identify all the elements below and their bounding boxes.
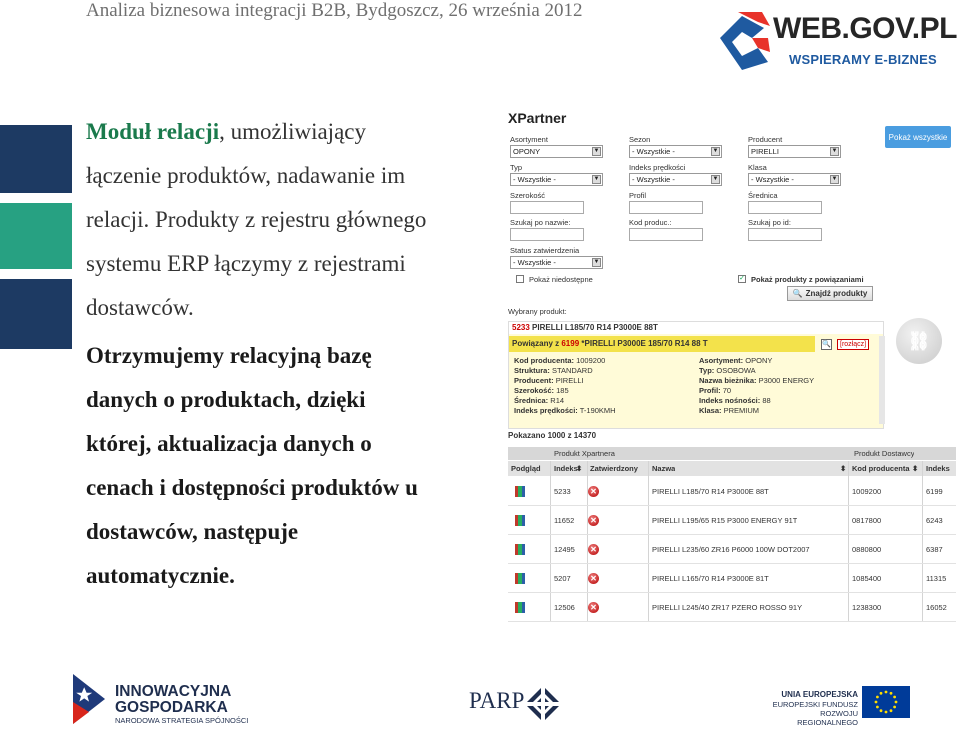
preview-flag-icon[interactable] [515,515,525,526]
label-asortyment: Asortyment [510,135,548,144]
detail-row [514,406,616,416]
ig-line3: NARODOWA STRATEGIA SPÓJNOŚCI [115,716,249,725]
detail-key: Szerokość: [514,386,555,395]
eu-flag-icon [862,686,910,718]
detail-value: OSOBOWA [716,366,756,375]
detail-row [514,366,616,376]
col-zatwierdzony[interactable]: Zatwierdzony [590,464,638,473]
detail-key: Klasa: [699,406,722,415]
select-value: OPONY [513,147,541,156]
table-row[interactable] [508,535,956,564]
cell-indeks-dostawcy: 11315 [926,574,947,583]
detail-key: Struktura: [514,366,550,375]
detail-key: Typ: [699,366,715,375]
cell-kod: 1085400 [852,574,882,583]
select-asortyment[interactable] [510,145,603,158]
table-row[interactable] [508,506,956,535]
input-srednica[interactable] [748,201,822,214]
ue-line1: UNIA EUROPEJSKA [781,690,858,699]
detail-row [514,356,616,366]
select-value: - Wszystkie - [632,147,675,156]
select-value: - Wszystkie - [751,175,794,184]
col-indeks-dostawcy[interactable]: Indeks [926,464,950,473]
preview-flag-icon[interactable] [515,486,525,497]
show-all-button[interactable]: Pokaż wszystkie [885,126,951,148]
detail-key: Średnica: [514,396,549,405]
detail-row [699,406,814,416]
preview-flag-icon[interactable] [515,602,525,613]
cell-nazwa: PIRELLI L195/65 R15 P3000 ENERGY 91T [652,516,798,525]
detail-value: 1009200 [576,356,606,365]
label-szukaj-nazwa: Szukaj po nazwie: [510,218,571,227]
select-value: - Wszystkie - [513,175,556,184]
checkbox-pokaz-z-powiazaniami[interactable]: ✓ [739,275,745,282]
ue-line2-3 [760,700,858,727]
logo-text: WEB.GOV.PL [773,12,957,45]
cell-indeks-dostawcy: 6199 [926,487,943,496]
preview-flag-icon[interactable] [515,573,525,584]
decor-bar-3 [0,279,72,349]
search-icon: 🔍 [792,289,803,298]
input-szukaj-id[interactable] [748,228,822,241]
linked-product-bar [509,336,815,352]
cell-nazwa: PIRELLI L245/40 ZR17 PZERO ROSSO 91Y [652,603,803,612]
chevron-down-icon: ▼ [831,148,838,154]
not-approved-icon[interactable]: ✕ [588,573,599,584]
details-left [514,356,616,416]
detail-key: Producent: [514,376,554,385]
select-indeks-predkosci[interactable] [629,173,722,186]
label-profil: Profil [629,191,647,200]
detail-value: T-190KMH [579,406,616,415]
chevron-down-icon: ▼ [593,176,600,182]
label-kod-produc: Kod produc.: [629,218,672,227]
grid-column-header [508,461,956,476]
ue-line2: EUROPEJSKI FUNDUSZ [772,700,858,709]
label-szukaj-id: Szukaj po id: [748,218,791,227]
col-indeks[interactable]: Indeks [554,464,578,473]
innowacyjna-gospodarka-logo-icon [71,672,107,726]
label-srednica: Średnica [748,191,778,200]
label-pokaz-z-powiazaniami: Pokaż produkty z powiązaniami [751,275,864,284]
detail-value: STANDARD [551,366,593,375]
chevron-down-icon: ▼ [831,176,838,182]
decor-bar-2 [0,203,72,269]
select-sezon[interactable] [629,145,722,158]
col-kod-producenta[interactable]: Kod producenta [852,464,910,473]
cell-kod: 1238300 [852,603,882,612]
presentation-header: Analiza biznesowa integracji B2B, Bydgoszcz, 26 września 2012 [86,0,583,21]
label-indeks-predkosci: Indeks prędkości [629,163,686,172]
selected-product-header [509,322,883,334]
intro-paragraph [86,110,446,330]
details-scrollbar[interactable] [879,336,885,424]
detail-key: Asortyment: [699,356,744,365]
parp-logo-text: PARP [469,688,525,713]
detail-key: Indeks nośności: [699,396,761,405]
xpartner-title: XPartner [508,110,567,126]
ig-line2: GOSPODARKA [115,699,228,716]
not-approved-icon[interactable]: ✕ [588,515,599,526]
cell-indeks-dostawcy: 6243 [926,516,943,525]
preview-flag-icon[interactable] [515,544,525,555]
sort-icon: ⬍ [576,464,583,473]
label-sezon: Sezon [629,135,651,144]
find-products-button[interactable] [787,286,873,301]
input-profil[interactable] [629,201,703,214]
label-pokaz-niedostepne: Pokaż niedostępne [529,275,593,284]
logo-subtitle: WSPIERAMY E-BIZNES [789,52,937,67]
detail-row [514,386,616,396]
label-typ: Typ [510,163,523,172]
detail-value: PIRELLI [555,376,584,385]
col-podglad[interactable]: Podgląd [511,464,541,473]
select-producent[interactable] [748,145,841,158]
detail-value: P3000 ENERGY [758,376,815,385]
find-products-label: Znajdź produkty [805,289,868,298]
cell-indeks: 11652 [554,516,575,525]
not-approved-icon[interactable]: ✕ [588,544,599,555]
select-typ[interactable] [510,173,603,186]
cell-indeks: 12495 [554,545,575,554]
input-kod-produc[interactable] [629,228,703,241]
cell-kod: 0817800 [852,516,882,525]
decor-bar-1 [0,125,72,193]
detail-value: 185 [556,386,569,395]
chevron-down-icon: ▼ [712,176,719,182]
cell-nazwa: PIRELLI L235/60 ZR16 P6000 100W DOT2007 [652,545,810,554]
col-nazwa[interactable]: Nazwa [652,464,676,473]
details-right [699,356,814,416]
label-status: Status zatwierdzenia [510,246,580,255]
checkbox-pokaz-niedostepne[interactable] [516,275,524,283]
cell-nazwa: PIRELLI L165/70 R14 P3000E 81T [652,574,769,583]
linked-prefix: Powiązany z [512,339,560,348]
parp-logo-icon [523,684,563,724]
select-status[interactable] [510,256,603,269]
cell-kod: 1009200 [852,487,882,496]
link-chain-icon[interactable]: ⛓ [896,318,942,364]
label-klasa: Klasa [748,163,767,172]
cell-indeks-dostawcy: 16052 [926,603,947,612]
selected-product-name: PIRELLI L185/70 R14 P3000E 88T [532,323,658,332]
linked-product-name: *PIRELLI P3000E 185/70 R14 88 T [581,339,708,348]
label-szerokosc: Szerokość [510,191,546,200]
selected-product-code: 5233 [512,323,530,332]
detail-row [699,356,814,366]
input-szerokosc[interactable] [510,201,584,214]
chevron-down-icon: ▼ [593,148,600,154]
magnifier-icon[interactable]: 🔍 [822,341,831,348]
unlink-link[interactable]: [rozłącz] [837,339,869,350]
cell-kod: 0880800 [852,545,882,554]
cell-indeks-dostawcy: 6387 [926,545,943,554]
detail-row [514,396,616,406]
xpartner-panel [504,104,956,626]
detail-key: Kod producenta: [514,356,574,365]
shown-count: Pokazano 1000 z 14370 [508,431,597,440]
detail-value: OPONY [745,356,773,365]
cell-indeks: 5233 [554,487,571,496]
not-approved-icon[interactable]: ✕ [588,486,599,497]
module-name: Moduł relacji [86,119,220,144]
detail-value: PREMIUM [723,406,760,415]
cell-indeks: 5207 [554,574,571,583]
detail-row [699,366,814,376]
detail-row [699,396,814,406]
detail-value: 70 [722,386,732,395]
group-supplier: Produkt Dostawcy [854,449,915,458]
ig-line1: INNOWACYJNA [115,683,232,700]
table-row[interactable] [508,477,956,506]
group-partner: Produkt Xpartnera [554,449,615,458]
table-row[interactable] [508,564,956,593]
detail-row [699,386,814,396]
table-row[interactable] [508,593,956,622]
input-szukaj-nazwa[interactable] [510,228,584,241]
selected-product-box [508,321,884,429]
sort-icon: ⬍ [912,464,919,473]
not-approved-icon[interactable]: ✕ [588,602,599,613]
chevron-down-icon: ▼ [712,148,719,154]
detail-value: R14 [550,396,565,405]
select-klasa[interactable] [748,173,841,186]
sort-icon: ⬍ [840,464,847,473]
select-value: - Wszystkie - [632,175,675,184]
benefit-paragraph: Otrzymujemy relacyjną bazę danych o produktach, dzięki której, aktualizacja danych o cenach i dostępności produktów u dostawców, następuje automatycznie. [86,343,418,588]
cell-nazwa: PIRELLI L185/70 R14 P3000E 88T [652,487,769,496]
detail-value: 88 [762,396,771,405]
detail-row [514,376,616,386]
label-selected-product: Wybrany produkt: [508,307,567,316]
ue-line3: ROZWOJU REGIONALNEGO [797,709,858,727]
detail-key: Nazwa bieżnika: [699,376,757,385]
chevron-down-icon: ▼ [593,259,600,265]
cell-indeks: 12506 [554,603,575,612]
select-value: - Wszystkie - [513,258,556,267]
detail-row [699,376,814,386]
detail-key: Indeks prędkości: [514,406,578,415]
grid-group-header [508,447,956,460]
select-value: PIRELLI [751,147,779,156]
detail-key: Profil: [699,386,721,395]
label-producent: Producent [748,135,783,144]
linked-product-code: 6199 [561,339,580,348]
intro-text: , umożliwiający łączenie produktów, nadawanie im relacji. Produkty z rejestru głównego systemu ERP łączymy z rejestrami dostawców. [86,119,427,320]
